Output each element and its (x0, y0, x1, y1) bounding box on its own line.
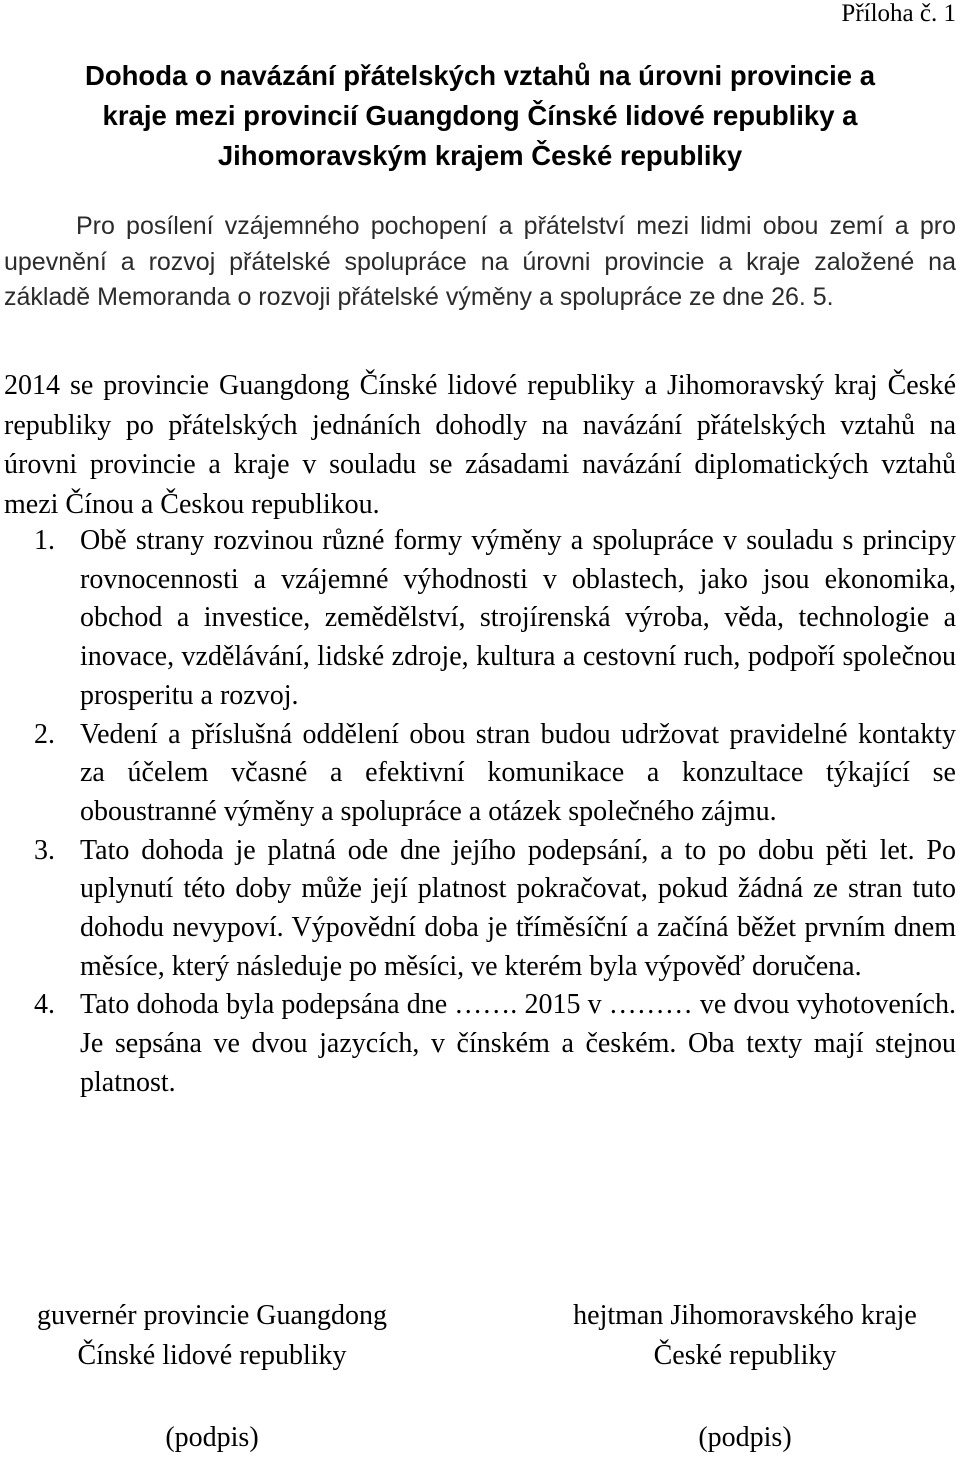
signature-block-south-moravia (535, 1296, 955, 1458)
article-text: Tato dohoda je platná ode dne jejího podepsání, a to po dobu pěti let. Po uplynutí této doby může její platnost pokračovat, pokud žádná ze stran tuto dohodu nevypoví. Výpovědní doba je tříměsíční a začíná běžet prvním dnem měsíce, který následuje po měsíci, ve kterém byla výpověď doručena. (80, 834, 956, 982)
signatory-country: Čínské lidové republiky (77, 1340, 347, 1371)
signature-placeholder: (podpis) (165, 1422, 259, 1453)
annex-label: Příloha č. 1 (841, 0, 956, 27)
signature-placeholder: (podpis) (698, 1422, 792, 1453)
article-number: 4. (34, 989, 55, 1021)
article-text: Vedení a příslušná oddělení obou stran budou udržovat pravidelné kontakty za účelem včasné a efektivní komunikace a konzultace týkající se oboustranné výměny a spolupráce a otázek společného zájmu. (80, 718, 956, 827)
article-text: Tato dohoda byla podepsána dne ……. 2015 v ……… ve dvou vyhotoveních. Je sepsána ve dvou jazycích, v čínském a českém. Oba texty mají stejnou platnost. (80, 989, 956, 1098)
article-text: Obě strany rozvinou různé formy výměny a spolupráce v souladu s principy rovnocennosti a vzájemné výhodnosti v oblastech, jako jsou ekonomika, obchod a investice, zemědělství, strojírenská výroba, věda, technologie a inovace, vzdělávání, lidské zdroje, kultura a cestovní ruch, podpoří společnou prosperitu a rozvoj. (80, 525, 956, 711)
article-item (4, 832, 956, 987)
signatory-title: guvernér provincie Guangdong (37, 1300, 387, 1331)
document-title (30, 56, 930, 176)
signature-block-guangdong (4, 1296, 420, 1458)
preamble-part-1: Pro posílení vzájemného pochopení a přátelství mezi lidmi obou zemí a pro upevnění a rozvoj přátelské spolupráce na úrovni provincie a kraje založené na základě Memoranda o rozvoji přátelské výměny a spolupráce ze dne 26. 5. (4, 212, 956, 312)
article-number: 2. (34, 718, 55, 750)
article-number: 1. (34, 525, 55, 556)
article-item (4, 986, 956, 1102)
article-number: 3. (34, 834, 55, 866)
signatory-title: hejtman Jihomoravského kraje (573, 1300, 917, 1331)
title-line-2: kraje mezi provincií Guangdong Čínské lidové republiky a (102, 100, 858, 131)
article-item (4, 716, 956, 832)
title-line-1: Dohoda o navázání přátelských vztahů na úrovni provincie a (84, 60, 876, 91)
preamble-part-2: 2014 se provincie Guangdong Čínské lidové republiky a Jihomoravský kraj České republiky po přátelských jednáních dohodly na navázání přátelských vztahů na úrovni provincie a kraje v souladu se zásadami navázání diplomatických vztahů mezi Čínou a Českou republikou. (4, 370, 956, 520)
signatory-country: České republiky (653, 1340, 837, 1371)
article-item (4, 522, 956, 716)
title-line-3: Jihomoravským krajem České republiky (217, 140, 743, 171)
article-list (4, 522, 956, 1103)
